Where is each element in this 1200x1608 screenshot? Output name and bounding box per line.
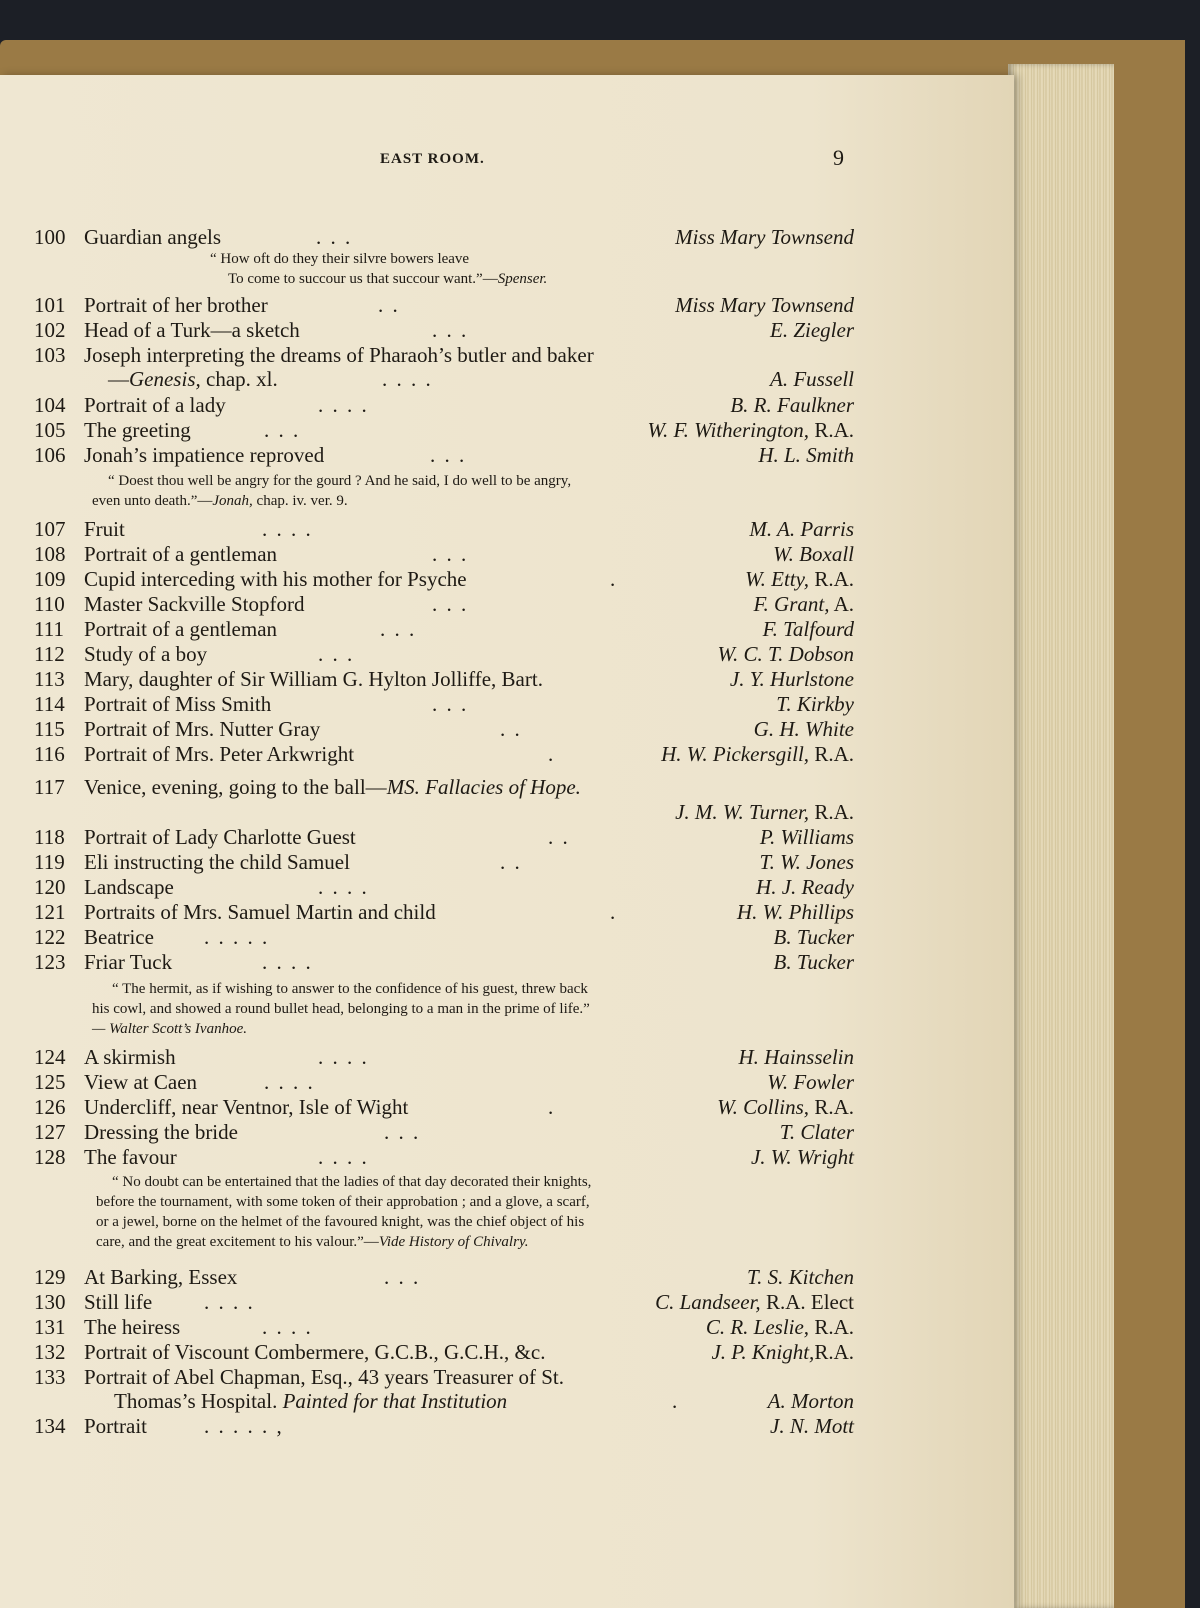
catalogue-entry <box>34 318 854 342</box>
artist-name: A. Morton <box>767 1389 854 1413</box>
leader-dots: . . . <box>316 225 353 249</box>
catalogue-entry <box>34 393 854 417</box>
entry-title: Friar Tuck <box>84 950 173 974</box>
entry-title: Portrait of Abel Chapman, Esq., 43 years Treasurer of St. <box>84 1365 565 1389</box>
quote-line: “ Doest thou well be angry for the gourd ? And he said, I do well to be angry, <box>108 473 572 489</box>
entry-title: Portrait of a lady <box>84 393 226 417</box>
entry-number: 100 <box>34 225 66 249</box>
entry-number: 113 <box>34 667 65 691</box>
catalogue-entry <box>34 642 854 666</box>
artist-name: B. Tucker <box>773 950 854 974</box>
leader-dots: . <box>548 1095 556 1119</box>
artist-name: Miss Mary Townsend <box>675 293 854 317</box>
entry-number: 130 <box>34 1290 66 1314</box>
entry-title: Portrait of Lady Charlotte Guest <box>84 825 356 849</box>
quote-line: To come to succour us that succour want.”—Spenser. <box>228 271 548 287</box>
entry-title: Still life <box>84 1290 153 1314</box>
leader-dots: . . . . <box>262 517 313 541</box>
leader-dots: . . . <box>432 542 469 566</box>
artist-name: T. W. Jones <box>759 850 854 874</box>
entry-number: 104 <box>34 393 66 417</box>
artist-name: Miss Mary Townsend <box>675 225 854 249</box>
artist-name: E. Ziegler <box>770 318 854 342</box>
running-title: EAST ROOM. <box>380 151 485 167</box>
entry-title: Portrait of Viscount Combermere, G.C.B., G.C.H., &c. <box>84 1340 546 1364</box>
leader-dots: . . <box>548 825 570 849</box>
entry-number: 107 <box>34 517 66 541</box>
catalogue-entry <box>34 850 854 874</box>
quote-line: “ How oft do they their silvre bowers leave <box>210 251 470 267</box>
entry-title: Cupid interceding with his mother for Psyche <box>84 567 467 591</box>
artist-name: A. Fussell <box>770 367 854 391</box>
artist-name: T. Clater <box>779 1120 854 1144</box>
leader-dots: . . . . <box>318 875 369 899</box>
leader-dots: . . . <box>384 1120 421 1144</box>
entry-title: A skirmish <box>84 1045 176 1069</box>
leader-dots: . <box>610 900 618 924</box>
catalogue-entry <box>34 925 854 949</box>
entry-number: 114 <box>34 692 65 716</box>
quote-line: even unto death.”—Jonah, chap. iv. ver. 9. <box>92 493 348 509</box>
artist-name: C. Landseer, R.A. Elect <box>655 1290 854 1314</box>
artist-name: W. F. Witherington, R.A. <box>647 418 854 442</box>
entry-title: The favour <box>84 1145 177 1169</box>
entry-number: 111 <box>34 617 64 641</box>
entry-title: Portrait of Miss Smith <box>84 692 272 716</box>
entry-number: 125 <box>34 1070 66 1094</box>
artist-name: J. W. Wright <box>750 1145 854 1169</box>
artist-name: H. W. Phillips <box>736 900 854 924</box>
entry-number: 118 <box>34 825 65 849</box>
entry-title: Portrait of Mrs. Nutter Gray <box>84 717 321 741</box>
entry-number: 120 <box>34 875 66 899</box>
entry-number: 119 <box>34 850 65 874</box>
artist-name: P. Williams <box>759 825 854 849</box>
leader-dots: . . . <box>430 443 467 467</box>
leader-dots: . . . . . , <box>204 1414 284 1438</box>
quote-line: or a jewel, borne on the helmet of the favoured knight, was the chief object of his <box>96 1214 585 1230</box>
catalogue-entry <box>34 443 854 467</box>
quote-line: his cowl, and showed a round bullet head, belonging to a man in the prime of life.” <box>92 1001 590 1017</box>
artist-name: F. Talfourd <box>762 617 854 641</box>
leader-dots: . . . . <box>262 1315 313 1339</box>
leader-dots: . . . <box>432 692 469 716</box>
entry-number: 117 <box>34 775 65 799</box>
leader-dots: . . . <box>432 318 469 342</box>
artist-name: C. R. Leslie, R.A. <box>705 1315 854 1339</box>
catalogue-entry <box>34 1070 854 1094</box>
entry-number: 134 <box>34 1414 66 1438</box>
artist-name: J. Y. Hurlstone <box>729 667 854 691</box>
entry-number: 127 <box>34 1120 66 1144</box>
catalogue-entry <box>34 617 854 641</box>
entry-number: 133 <box>34 1365 66 1389</box>
entry-title: At Barking, Essex <box>84 1265 238 1289</box>
entry-number: 132 <box>34 1340 66 1364</box>
entry-number: 101 <box>34 293 66 317</box>
catalogue-entry <box>34 418 854 442</box>
quote-source: — Walter Scott’s Ivanhoe. <box>92 1021 247 1037</box>
entry-title: Fruit <box>84 517 125 541</box>
leader-dots: . . . . <box>264 1070 315 1094</box>
artist-name: G. H. White <box>753 717 854 741</box>
entry-title: Mary, daughter of Sir William G. Hylton Jolliffe, Bart. <box>84 667 543 691</box>
artist-name: W. Boxall <box>773 542 854 566</box>
catalogue-entry <box>34 1365 854 1389</box>
entry-title: View at Caen <box>84 1070 198 1094</box>
artist-name: J. P. Knight,R.A. <box>711 1340 854 1364</box>
catalogue-entry <box>34 567 854 591</box>
entry-title: Head of a Turk—a sketch <box>84 318 300 342</box>
entry-number: 109 <box>34 567 66 591</box>
entry-title: Eli instructing the child Samuel <box>84 850 350 874</box>
leader-dots: . . <box>500 717 522 741</box>
artist-name: W. Collins, R.A. <box>717 1095 854 1119</box>
artist-name: H. L. Smith <box>758 443 854 467</box>
leader-dots: . . . <box>380 617 417 641</box>
catalogue-entry <box>34 1045 854 1069</box>
artist-name: T. Kirkby <box>776 692 854 716</box>
artist-name: W. Fowler <box>767 1070 854 1094</box>
artist-name: J. N. Mott <box>770 1414 854 1438</box>
leader-dots: . <box>672 1389 678 1413</box>
quote-source: Spenser. <box>497 271 548 287</box>
entry-title: The heiress <box>84 1315 181 1339</box>
leader-dots: . . . . <box>318 1045 369 1069</box>
entry-number: 122 <box>34 925 66 949</box>
entry-title: Guardian angels <box>84 225 222 249</box>
leader-dots: . . . <box>432 592 469 616</box>
entry-title: Venice, evening, going to the ball—MS. Fallacies of Hope. <box>84 775 581 799</box>
artist-name: H. J. Ready <box>756 875 854 899</box>
entry-number: 106 <box>34 443 66 467</box>
leader-dots: . . . . <box>382 367 433 391</box>
leader-dots: . <box>610 567 618 591</box>
entry-title: Master Sackville Stopford <box>84 592 305 616</box>
entry-number: 124 <box>34 1045 66 1069</box>
entry-title: Study of a boy <box>84 642 208 666</box>
entry-number: 115 <box>34 717 65 741</box>
entry-number: 128 <box>34 1145 66 1169</box>
entry-title: Dressing the bride <box>84 1120 238 1144</box>
entry-title: The greeting <box>84 418 191 442</box>
page-number: 9 <box>833 145 844 170</box>
leader-dots: . . . . <box>318 1145 369 1169</box>
quote-line: before the tournament, with some token of their approbation ; and a glove, a scarf, <box>96 1194 590 1210</box>
entry-title: Undercliff, near Ventnor, Isle of Wight <box>84 1095 409 1119</box>
catalogue-entry <box>34 1145 854 1169</box>
catalogue-entry <box>34 1290 854 1314</box>
artist-name: F. Grant, A. <box>753 592 854 616</box>
catalogue-entry <box>34 775 854 799</box>
artist-name: H. Hainsselin <box>738 1045 854 1069</box>
entry-number: 105 <box>34 418 66 442</box>
catalogue-entry <box>34 293 854 317</box>
quote-line: care, and the great excitement to his valour.”—Vide History of Chivalry. <box>96 1234 529 1250</box>
catalogue-entry <box>34 667 854 691</box>
catalogue-entry <box>34 1095 854 1119</box>
catalogue-entry <box>34 692 854 716</box>
catalogue-entry <box>34 343 854 367</box>
entry-number: 103 <box>34 343 66 367</box>
entry-title: Portrait <box>84 1414 147 1438</box>
catalogue-entry <box>34 1315 854 1339</box>
leader-dots: . . . <box>264 418 301 442</box>
entry-title: Portrait of a gentleman <box>84 617 278 641</box>
catalogue-entry <box>34 825 854 849</box>
leader-dots: . . . . . <box>204 925 270 949</box>
artist-name: W. C. T. Dobson <box>717 642 854 666</box>
entry-number: 123 <box>34 950 66 974</box>
entry-number: 102 <box>34 318 66 342</box>
entry-title: Portrait of her brother <box>84 293 268 317</box>
catalogue-entry <box>34 517 854 541</box>
leader-dots: . <box>548 742 556 766</box>
catalogue-entry <box>34 592 854 616</box>
catalogue-entry <box>34 1414 854 1438</box>
quote-line: “ The hermit, as if wishing to answer to the confidence of his guest, threw back <box>112 981 588 997</box>
catalogue-entry <box>34 742 854 766</box>
entry-number: 129 <box>34 1265 66 1289</box>
catalogue-entry <box>34 1120 854 1144</box>
leader-dots: . . . . <box>318 393 369 417</box>
catalogue-entry <box>34 717 854 741</box>
artist-name: W. Etty, R.A. <box>745 567 854 591</box>
catalogue-entry <box>34 875 854 899</box>
entry-number: 116 <box>34 742 65 766</box>
artist-name: J. M. W. Turner, R.A. <box>675 800 854 824</box>
entry-number: 121 <box>34 900 66 924</box>
catalogue-entry <box>34 225 854 249</box>
catalogue-entry <box>34 900 854 924</box>
leader-dots: . . . . <box>262 950 313 974</box>
continuation-line: Thomas’s Hospital. Painted for that Institution <box>114 1389 508 1413</box>
leader-dots: . . . . <box>204 1290 255 1314</box>
entry-number: 110 <box>34 592 65 616</box>
artist-name: T. S. Kitchen <box>747 1265 854 1289</box>
leader-dots: . . . <box>318 642 355 666</box>
quote-line: “ No doubt can be entertained that the ladies of that day decorated their knights, <box>112 1174 592 1190</box>
entry-title: Jonah’s impatience reproved <box>84 443 325 467</box>
entry-number: 108 <box>34 542 66 566</box>
artist-name: M. A. Parris <box>749 517 854 541</box>
entry-number: 112 <box>34 642 65 666</box>
continuation-line: —Genesis, chap. xl. <box>108 367 278 391</box>
entry-title: Joseph interpreting the dreams of Pharaoh’s butler and baker <box>84 343 594 367</box>
page-edges <box>1008 64 1114 1608</box>
entry-title: Beatrice <box>84 925 154 949</box>
leader-dots: . . <box>378 293 400 317</box>
catalogue-entry <box>34 542 854 566</box>
leader-dots: . . . <box>384 1265 421 1289</box>
catalogue-entry <box>34 1340 854 1364</box>
entry-title: Landscape <box>84 875 174 899</box>
artist-name: B. R. Faulkner <box>730 393 854 417</box>
entry-title: Portrait of Mrs. Peter Arkwright <box>84 742 355 766</box>
entry-title: Portraits of Mrs. Samuel Martin and child <box>84 900 436 924</box>
artist-name: H. W. Pickersgill, R.A. <box>661 742 854 766</box>
catalogue-entry <box>34 950 854 974</box>
catalogue-entry <box>34 1265 854 1289</box>
leader-dots: . . <box>500 850 522 874</box>
entry-number: 131 <box>34 1315 66 1339</box>
entry-number: 126 <box>34 1095 66 1119</box>
artist-name: B. Tucker <box>773 925 854 949</box>
entry-title: Portrait of a gentleman <box>84 542 278 566</box>
